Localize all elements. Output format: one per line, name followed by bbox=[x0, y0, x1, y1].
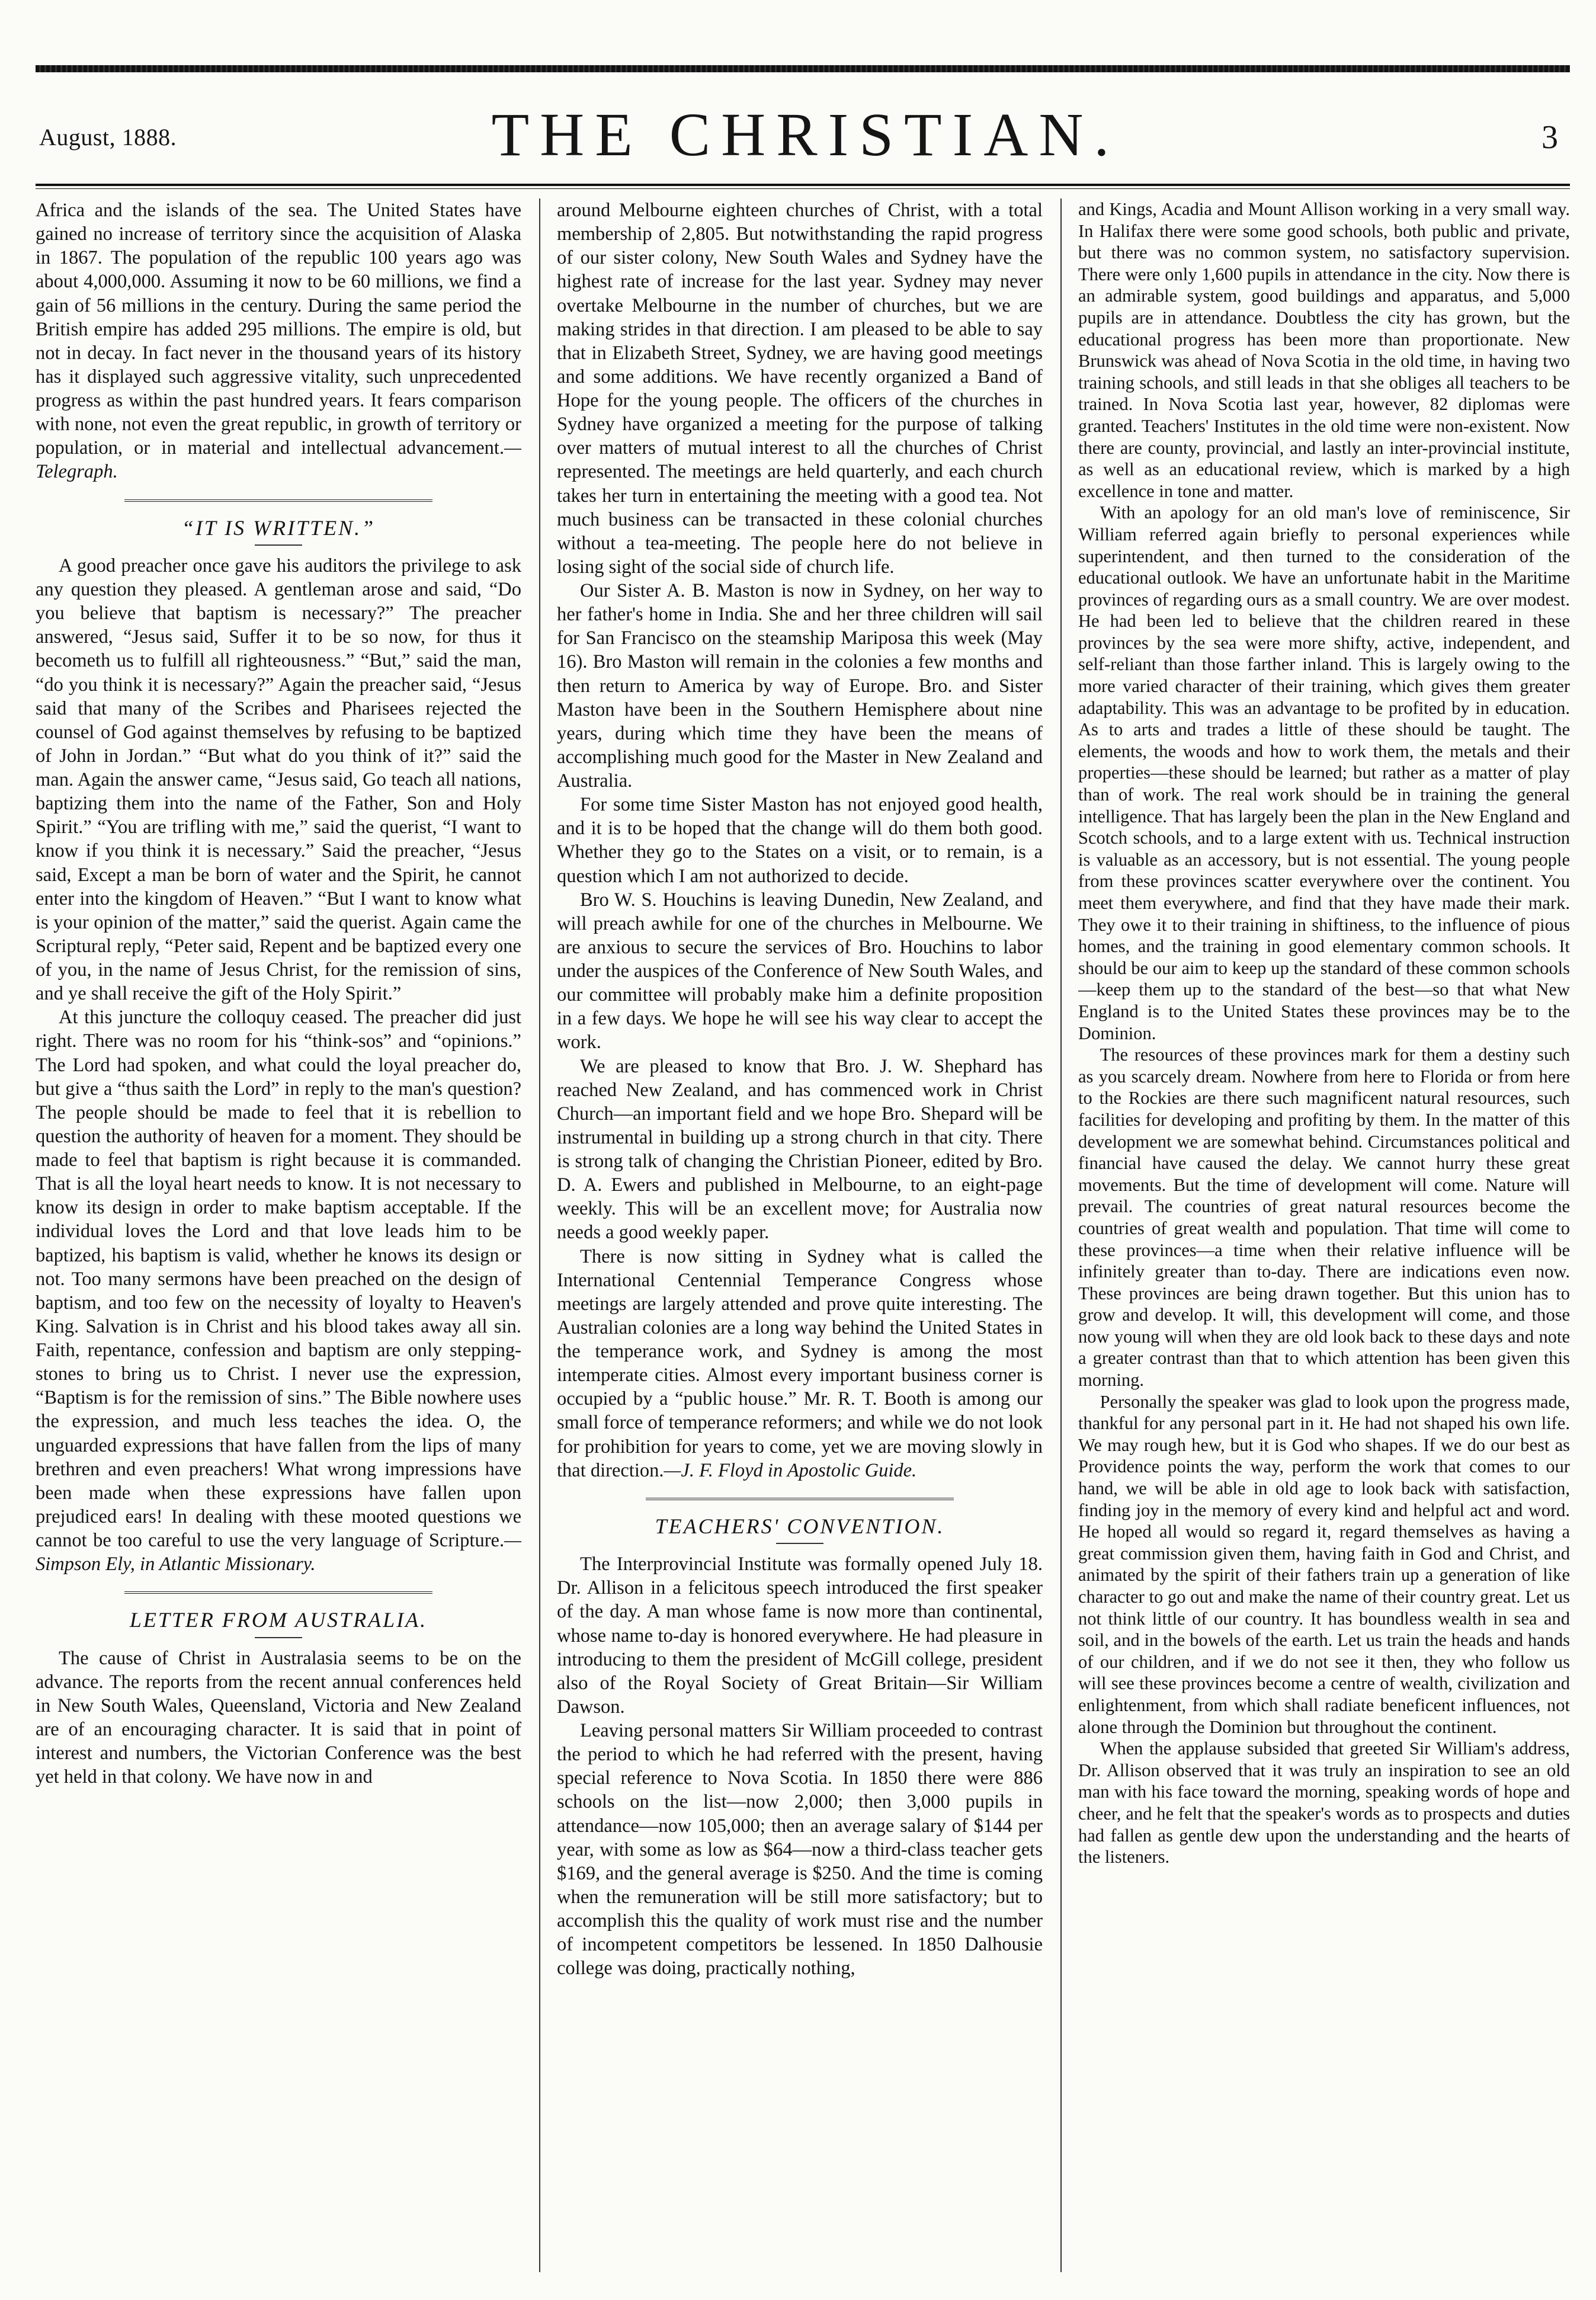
heading-dash bbox=[255, 1637, 302, 1638]
masthead-title: THE CHRISTIAN. bbox=[491, 101, 1120, 169]
article-source: —Simpson Ely, in Atlantic Missionary. bbox=[36, 1530, 521, 1575]
section-divider bbox=[124, 499, 432, 502]
column-1 bbox=[36, 198, 521, 2275]
article-source: —Telegraph. bbox=[36, 437, 521, 483]
section-heading: “IT IS WRITTEN.” bbox=[181, 515, 376, 540]
top-rule bbox=[36, 65, 1570, 72]
article-paragraph: The resources of these provinces mark for them a destiny such as you scarcely dream. Nowhere from here to Florida or from here to the Rockies are there such magnificent natural resources, such facilities for developing and profiting by them. In the matter of this development we are somewhat behind. Circumstances political and financial have caused the delay. We cannot hurry these great movements. But the time of development will come. Nature will prevail. The countries of great natural resources become the countries of great wealth and population. That time will come to these provinces—a time when their relative influence will be infinitely greater than to-day. There are indications even now. These provinces are being drawn together. But this union has to grow and develop. It will, this development will come, and those now young will when they are old look back to these days and note a greater contrast than that to which attention has been given this morning. bbox=[1078, 1045, 1570, 1391]
page-number: 3 bbox=[1541, 119, 1558, 156]
article-paragraph: and Kings, Acadia and Mount Allison working in a very small way. In Halifax there were some good schools, both public and private, but there was no common system, no satisfactory supervision. There were only 1,600 pupils in attendance in the city. Now there is an admirable system, good buildings and apparatus, and 5,000 pupils are in attendance. Doubtless the city has grown, but the educational progress has been more than proportionate. New Brunswick was ahead of Nova Scotia in the old time, in having two training schools, and still leads in that she obliges all teachers to be trained. In Nova Scotia last year, however, 82 diplomas were granted. Teachers' Institutes in the old time were non-existent. Now there are county, provincial, and lastly an inter-provincial institute, as well as an educational review, which is marked by a high excellence in tone and matter. bbox=[1078, 199, 1570, 501]
newspaper-page bbox=[36, 65, 1570, 2281]
article-paragraph: For some time Sister Maston has not enjoyed good health, and it is to be hoped that the change will do them both good. Whether they go to the States on a visit, or to remain, is a question which I am not authorized to decide. bbox=[557, 794, 1043, 887]
article-paragraph: We are pleased to know that Bro. J. W. Shephard has reached New Zealand, and has commenced work in Christ Church—an important field and we hope Bro. Shepard will be instrumental in building up a strong church in that city. There is strong talk of changing the Christian Pioneer, edited by Bro. D. A. Ewers and published in Melbourne, to an eight-page weekly. This will be an excellent move; for Australia now needs a good weekly paper. bbox=[557, 1055, 1043, 1244]
article-paragraph: Bro W. S. Houchins is leaving Dunedin, New Zealand, and will preach awhile for one of the churches in Melbourne. We are anxious to secure the services of Bro. Houchins to labor under the auspices of the Conference of New South Wales, and our committee will probably make him a definite proposition in a few days. We hope he will see his way clear to accept the work. bbox=[557, 889, 1043, 1053]
article-paragraph: Africa and the islands of the sea. The United States have gained no increase of territory since the acquisition of Alaska in 1867. The population of the republic 100 years ago was about 4,000,000. Assuming it now to be 60 millions, we find a gain of 56 millions in the century. During the same period the British empire has added 295 millions. The empire is old, but not in decay. In fact never in the thousand years of its history has it displayed such aggressive vitality, such unprecedented progress as within the past hundred years. It fears comparison with none, not even the great republic, in growth of territory or population, or in material and intellectual advancement.—Telegraph. bbox=[36, 200, 521, 483]
column-rule bbox=[1060, 198, 1062, 2272]
article-paragraph: There is now sitting in Sydney what is called the International Centennial Temperance Congress whose meetings are largely attended and prove quite interesting. The Australian colonies are a long way behind the United States in the temperance work, and Sydney is among the most intemperate cities. Almost every important business corner is occupied by a “public house.” Mr. R. T. Booth is among our small force of temperance reformers; and while we do not look for prohibition for years to come, yet we are moving slowly in that direction.—J. F. Floyd in Apostolic Guide. bbox=[557, 1245, 1043, 1481]
section-divider bbox=[124, 1591, 432, 1594]
article-paragraph: With an apology for an old man's love of reminiscence, Sir William referred again briefly to personal experiences while superintendent, and then turned to the consideration of the educational outlook. We have an unfortunate habit in the Maritime provinces of regarding ours as a small country. We are over modest. He had been led to believe that the children reared in these provinces by the sea were more shifty, active, independent, and self-reliant than those farther inland. This is largely owing to the more varied character of their training, which gives them greater adaptability. This was an advantage to be profited by in education. As to arts and trades a little of these should be taught. The elements, the woods and how to work them, the metals and their properties—these should be learned; but rather as a matter of play than of work. The real work should be in training the general intelligence. That has largely been the plan in the New England and Scotch schools, and to a large extent with us. Technical instruction is valuable as an accessory, but is not essential. The young people from these provinces scatter everywhere over the continent. You meet them everywhere, and find that they have made their mark. They owe it to their training in shiftiness, to the influence of pious homes, and the training in good elementary common schools. It should be our aim to keep up the standard of these common schools—keep them up to the standard of the best—so that what New England is to the United States these provinces may be to the Dominion. bbox=[1078, 502, 1570, 1043]
article-paragraph: When the applause subsided that greeted Sir William's address, Dr. Allison observed that it was truly an inspiration to see an old man with his face toward the morning, speaking words of hope and cheer, and he felt that the speaker's words as to prospects and duties had fallen as gentle dew upon the understanding and the hearts of the listeners. bbox=[1078, 1738, 1570, 1867]
column-2 bbox=[557, 198, 1043, 2275]
section-divider bbox=[646, 1498, 954, 1500]
article-paragraph: Our Sister A. B. Maston is now in Sydney, on her way to her father's home in India. She and her three children will sail for San Francisco on the steamship Mariposa this week (May 16). Bro Maston will remain in the colonies a few months and then return to America by way of Europe. Bro. and Sister Maston have been in the Southern Hemisphere about nine years, during which time they have been the means of accomplishing much good for the Master in New Zealand and Australia. bbox=[557, 580, 1043, 792]
article-paragraph: Leaving personal matters Sir William proceeded to contrast the period to which he had referred with the present, having special reference to Nova Scotia. In 1850 there were 886 schools on the list—now 2,000; then 3,000 pupils in attendance—now 105,000; then an average salary of $144 per year, with some as low as $64—now a third-class teacher gets $169, and the general average is $250. And the time is coming when the remuneration will be still more satisfactory; but to accomplish this the quality of work must rise and the number of incompetent competitors be lessened. In 1850 Dalhousie college was doing, practically nothing, bbox=[557, 1720, 1043, 1979]
article-paragraph: Personally the speaker was glad to look upon the progress made, thankful for any personal part in it. He had not shaped his own life. We may rough hew, but it is God who shapes. If we do our best as Providence points the way, perform the work that comes to our hand, we will be able in old age to look back with satisfaction, finding joy in the memory of every kind and helpful act and word. He hoped all would so regard it, regard themselves as having a great commission given them, having faith in God and Christ, and animated by the spirit of their fathers train up a generation of like character to go out and make the name of their country great. Let us not think little of our country. It has boundless wealth in sea and soil, and in the bowels of the earth. Let us train the heads and hands of our children, and if we do not see it then, they who follow us will see these provinces become a centre of wealth, civilization and enlightenment, from which shall radiate beneficent influences, not alone through the Dominion but throughout the continent. bbox=[1078, 1391, 1570, 1737]
column-rule bbox=[539, 198, 540, 2272]
article-paragraph: A good preacher once gave his auditors the privilege to ask any question they pleased. A gentleman arose and said, “Do you believe that baptism is necessary?” The preacher answered, “Jesus said, Suffer it to be so now, for thus it becometh us to fulfill all righteousness.” “But,” said the man, “do you think it is necessary?” Again the preacher said, “Jesus said that many of the Scribes and Pharisees rejected the counsel of God against themselves by refusing to be baptized of John in Jordan.” “But what do you think of it?” said the man. Again the answer came, “Jesus said, Go teach all nations, baptizing them into the name of the Father, Son and Holy Spirit.” “You are trifling with me,” said the querist, “I want to know if you think it is necessary.” Said the preacher, “Jesus said, Except a man be born of water and the Spirit, he cannot enter into the kingdom of Heaven.” “But I want to know what is your opinion of the matter,” said the querist. Again came the Scriptural reply, “Peter said, Repent and be baptized every one of you, in the name of Jesus Christ, for the remission of sins, and ye shall receive the gift of the Holy Spirit.” bbox=[36, 555, 521, 1005]
header-rule bbox=[36, 184, 1570, 189]
heading-dash bbox=[255, 544, 302, 546]
article-paragraph: At this juncture the colloquy ceased. The preacher did just right. There was no room for his “think-sos” and “opinions.” The Lord had spoken, and what could the loyal preacher do, but give a “thus saith the Lord” in reply to the man's question? The people should be made to feel that it is rebellion to question the authority of heaven for a moment. They should be made to feel that baptism is right because it is commanded. That is all the loyal heart needs to know. It is not necessary to know its design in order to make baptism acceptable. If the individual loves the Lord and that love leads him to be baptized, his baptism is valid, whether he knows its design or not. Too many sermons have been preached on the design of baptism, and too few on the necessity of loyalty to Heaven's King. Salvation is in Christ and his blood takes away all sin. Faith, repentance, confession and baptism are only stepping-stones to bring us to Christ. I never use the expression, “Baptism is for the remission of sins.” The Bible nowhere uses the expression, and much less teaches the idea. O, the unguarded expressions that have fallen from the lips of many brethren and even preachers! What wrong impressions have been made when these expressions have fallen upon prejudiced ears! In dealing with these mooted questions we cannot be too careful to use the very language of Scripture.—Simpson Ely, in Atlantic Missionary. bbox=[36, 1007, 521, 1575]
article-paragraph: The cause of Christ in Australasia seems to be on the advance. The reports from the recent annual conferences held in New South Wales, Queensland, Victoria and New Zealand are of an encouraging character. It is said that in point of interest and numbers, the Victorian Conference was the best yet held in that colony. We have now in and bbox=[36, 1647, 521, 1788]
article-source: —J. F. Floyd in Apostolic Guide. bbox=[664, 1459, 917, 1481]
section-heading: LETTER FROM AUSTRALIA. bbox=[129, 1608, 428, 1632]
issue-date: August, 1888. bbox=[39, 124, 177, 150]
section-heading: TEACHERS' CONVENTION. bbox=[655, 1514, 945, 1538]
article-paragraph: around Melbourne eighteen churches of Christ, with a total membership of 2,805. But notwithstanding the rapid progress of our sister colony, New South Wales and Sydney have the highest rate of increase for the last year. Sydney may never overtake Melbourne in the number of churches, but we are making strides in that direction. I am pleased to be able to say that in Elizabeth Street, Sydney, we are having good meetings and some additions. We have recently organized a Band of Hope for the young people. The officers of the churches in Sydney have organized a meeting for the purpose of talking over matters of mutual interest to all the churches of Christ represented. The meetings are held quarterly, and each church takes her turn in entertaining the meeting with a good tea. Not much business can be transacted in these colonial churches without a tea-meeting. The people here do not believe in losing sight of the social side of church life. bbox=[557, 200, 1043, 578]
article-paragraph: The Interprovincial Institute was formally opened July 18. Dr. Allison in a felicitous speech introduced the first speaker of the day. A man whose fame is now more than continental, whose name to-day is honored everywhere. He had pleasure in introducing to them the president of McGill college, president also of the Royal Society of Great Britain—Sir William Dawson. bbox=[557, 1553, 1043, 1718]
column-3 bbox=[1078, 198, 1570, 2275]
heading-dash bbox=[776, 1543, 823, 1544]
